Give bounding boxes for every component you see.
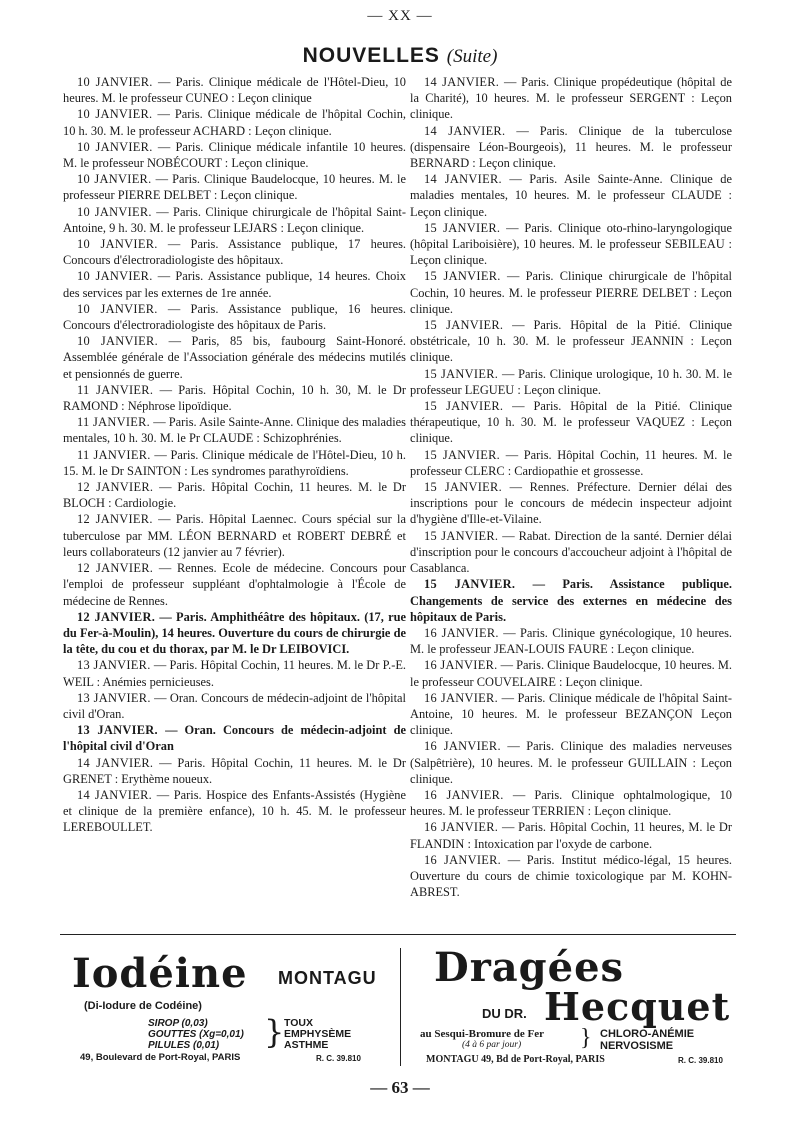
- iodeine-form-gouttes: GOUTTES (Xg=0,01): [148, 1029, 244, 1040]
- news-entry-date: 14 JANVIER.: [424, 172, 502, 187]
- dragees-product-name: Dragées: [434, 944, 625, 991]
- news-entry-text: — Paris. Hôpital Cochin, 11 heures, M. le Dr FLANDIN : Intoxication par l'oxyde de carbone.: [410, 820, 733, 851]
- news-entry-text: — Paris. Clinique médicale infantile 10 heures. M. le professeur NOBÉCOURT : Leçon clinique.: [63, 139, 406, 171]
- page-title-suffix: (Suite): [446, 46, 498, 67]
- news-entry-text: — Paris. Hôpital Cochin, 11 heures. M. le Dr BLOCH : Cardiologie.: [63, 480, 406, 511]
- news-entry: [63, 479, 406, 511]
- news-entry: [410, 366, 732, 398]
- news-entry: [63, 171, 406, 203]
- news-entry-date: 13 JANVIER.: [77, 690, 151, 705]
- news-entry-date: 10 JANVIER.: [77, 334, 158, 349]
- page-title-text: NOUVELLES: [302, 44, 440, 67]
- left-news-column: [63, 74, 406, 836]
- news-entry: [63, 722, 406, 754]
- news-entry: [63, 301, 406, 333]
- dragees-indication-nervosisme: NERVOSISME: [600, 1040, 674, 1052]
- news-entry-date: 10 JANVIER.: [77, 172, 152, 187]
- iodeine-subtitle: (Di-Iodure de Codéine): [84, 1000, 202, 1012]
- news-entry: [410, 819, 732, 851]
- advertisement-separator-rule: [60, 934, 736, 935]
- news-entry-date: 10 JANVIER.: [77, 139, 153, 154]
- news-entry: [410, 317, 732, 366]
- news-entry-text: — Paris. Clinique Baudelocque, 10 heures. M. le professeur PIERRE DELBET : Leçon clinique.: [63, 172, 406, 203]
- news-entry-text: — Paris. Clinique urologique, 10 h. 30. M. le professeur LEGUEU : Leçon clinique.: [410, 366, 732, 397]
- news-entry: [63, 268, 406, 300]
- news-entry-text: — Oran. Concours de médecin-adjoint de l'hôpital civil d'Oran.: [63, 690, 406, 721]
- news-entry-date: 15 JANVIER.: [424, 480, 503, 495]
- news-entry-text: — Paris. Hospice des Enfants-Assistés (Hygiène et clinique de la première enfance), 10 h. 45. M. le professeur LEREBOULLET.: [63, 787, 406, 835]
- news-entry-text: — Paris. Hôpital de la Pitié. Clinique obstétricale, 10 h. 30. M. le professeur JEANNIN : Leçon clinique.: [410, 318, 732, 365]
- news-entry-date: 15 JANVIER.: [424, 577, 516, 592]
- news-entry-date: 13 JANVIER.: [77, 658, 151, 673]
- news-entry: [63, 609, 406, 658]
- news-entry-date: 14 JANVIER.: [77, 787, 153, 802]
- dragees-indication-chloro-anemie: CHLORO-ANÉMIE: [600, 1028, 695, 1040]
- news-entry-text: — Paris. Asile Sainte-Anne. Clinique de maladies mentales, 10 heures. M. le professeur CLAUDE : Leçon clinique.: [410, 172, 732, 219]
- news-entry-text: — Paris. Clinique Baudelocque, 10 heures. M. le professeur COUVELAIRE : Leçon clinique.: [410, 658, 732, 689]
- news-entry: [410, 171, 732, 220]
- news-entry-date: 14 JANVIER.: [424, 123, 506, 138]
- news-entry: [63, 511, 406, 560]
- news-entry: [63, 106, 406, 138]
- news-entry-text: — Paris, 85 bis, faubourg Saint-Honoré. Assemblée générale de l'Association générale des médecins mutilés et pensionnés de guerre.: [63, 334, 406, 381]
- news-entry-date: 11 JANVIER.: [77, 415, 151, 430]
- iodeine-rc-number: R. C. 39.810: [316, 1054, 361, 1063]
- news-entry-text: — Paris. Clinique gynécologique, 10 heures. M. le professeur JEAN-LOUIS FAURE : Leçon clinique.: [410, 625, 732, 657]
- news-entry: [410, 625, 732, 657]
- brace-icon: }: [264, 1013, 285, 1051]
- news-entry-text: — Paris. Hôpital Cochin, 11 heures. M. le Dr GRENET : Erythème noueux.: [63, 755, 406, 786]
- page-number: — 63 —: [370, 1078, 430, 1097]
- news-entry-text: — Paris. Clinique ophtalmologique, 10 heures. M. le professeur TERRIEN : Leçon clinique.: [410, 787, 732, 819]
- news-entry-date: 16 JANVIER.: [424, 787, 504, 802]
- news-entry-date: 16 JANVIER.: [424, 739, 501, 754]
- news-entry-date: 15 JANVIER.: [424, 366, 499, 381]
- news-entry-text: — Rennes. Ecole de médecine. Concours pour l'emploi de professeur suppléant d'ophtalmologie à l'École de médecine de Rennes.: [63, 561, 406, 608]
- news-entry-text: — Paris. Clinique médicale de l'Hôtel-Dieu, 10 heures. M. le professeur CUNEO : Leçon clinique: [63, 75, 406, 106]
- iodeine-form-sirop: SIROP (0,03): [148, 1018, 208, 1029]
- news-entry: [410, 690, 732, 739]
- news-entry-date: 10 JANVIER.: [77, 75, 153, 89]
- news-entry-date: 15 JANVIER.: [424, 220, 501, 235]
- dragees-prefix: DU DR.: [482, 1006, 527, 1021]
- news-entry-text: — Paris. Clinique propédeutique (hôpital de la Charité), 10 heures. M. le professeur SERGENT : Leçon clinique.: [410, 75, 732, 122]
- news-entry-date: 10 JANVIER.: [77, 269, 153, 284]
- iodeine-brand: MONTAGU: [278, 968, 377, 988]
- dragees-hecquet-advertisement: [412, 944, 730, 1069]
- iodeine-indications: [284, 1018, 351, 1051]
- news-entry-text: — Paris. Clinique médicale de l'hôpital Cochin, 10 h. 30. M. le professeur ACHARD : Leçon clinique.: [63, 107, 406, 138]
- page-section-marker: — XX —: [367, 8, 433, 24]
- news-entry: [63, 333, 406, 382]
- right-news-column: [410, 74, 732, 900]
- dragees-indications: [600, 1028, 694, 1052]
- news-entry: [63, 560, 406, 609]
- news-entry-text: — Paris. Clinique chirurgicale de l'hôpital Cochin, 10 heures. M. le professeur PIERRE DELBET : Leçon clinique.: [410, 269, 732, 316]
- news-entry-date: 15 JANVIER.: [424, 318, 504, 333]
- news-entry-text: — Paris. Clinique médicale de l'Hôtel-Dieu, 10 h. 15. M. le Dr SAINTON : Les syndromes parathyroïdiens.: [63, 447, 406, 478]
- news-entry-text: — Paris. Hôpital Cochin, 11 heures. M. le professeur CLERC : Cardiopathie et grossesse.: [410, 447, 732, 478]
- news-entry: [63, 657, 406, 689]
- news-entry-date: 16 JANVIER.: [424, 690, 498, 705]
- news-entry-text: — Paris. Clinique chirurgicale de l'hôpital Saint-Antoine, 9 h. 30. M. le professeur LEJARS : Leçon clinique.: [63, 204, 406, 235]
- news-entry: [410, 398, 732, 447]
- news-entry: [63, 204, 406, 236]
- news-entry: [63, 236, 406, 268]
- news-entry: [410, 787, 732, 819]
- news-entry-date: 16 JANVIER.: [424, 852, 502, 867]
- news-entry-text: — Paris. Institut médico-légal, 15 heures. Ouverture du cours de chimie toxicologique par M. KOHN-ABREST.: [410, 852, 732, 900]
- dragees-dose: (4 à 6 par jour): [462, 1040, 522, 1050]
- news-entry: [410, 657, 732, 689]
- news-entry-date: 12 JANVIER.: [77, 480, 154, 495]
- news-entry-text: — Paris. Assistance publique, 17 heures. Concours d'électroradiologiste des hôpitaux.: [63, 237, 406, 268]
- news-entry: [410, 528, 732, 577]
- news-entry: [410, 576, 732, 625]
- news-entry-date: 14 JANVIER.: [424, 75, 500, 89]
- news-entry-date: 14 JANVIER.: [77, 755, 154, 770]
- news-entry-date: 15 JANVIER.: [424, 528, 499, 543]
- news-entry: [63, 447, 406, 479]
- news-entry-date: 16 JANVIER.: [424, 625, 499, 640]
- iodeine-indication-emphyseme: EMPHYSÈME: [284, 1028, 352, 1040]
- iodeine-indication-toux: TOUX: [284, 1017, 313, 1029]
- dragees-surname: Hecquet: [544, 984, 731, 1029]
- news-entry-date: 15 JANVIER.: [424, 447, 501, 462]
- news-entry: [410, 268, 732, 317]
- news-entry: [410, 74, 732, 123]
- advertisement-divider: [400, 948, 401, 1066]
- news-entry-text: — Paris. Clinique de la tuberculose (dispensaire Léon-Bourgeois), 11 heures. M. le professeur BERNARD : Leçon clinique.: [410, 123, 732, 171]
- news-entry-date: 13 JANVIER.: [77, 723, 158, 738]
- news-entry-text: — Rabat. Direction de la santé. Dernier délai d'inscription pour le concours d'accoucheur adjoint à l'hôpital de Casablanca.: [410, 528, 732, 576]
- news-entry: [410, 738, 732, 787]
- page-title: [0, 44, 800, 68]
- iodeine-advertisement: [72, 944, 392, 1069]
- news-entry: [410, 220, 732, 269]
- news-entry-date: 12 JANVIER.: [77, 561, 154, 576]
- news-entry-text: — Paris. Clinique des maladies nerveuses (Salpêtrière), 10 heures. M. le professeur GUILLAIN : Leçon clinique.: [410, 739, 732, 786]
- news-entry-text: — Rennes. Préfecture. Dernier délai des inscriptions pour le concours de médecin inspecteur adjoint d'hygiène d'Ille-et-Vilaine.: [410, 480, 733, 527]
- news-entry-text: — Paris. Amphithéâtre des hôpitaux. (17, rue du Fer-à-Moulin), 14 heures. Ouverture du cours de chirurgie de la tête, du cou et du thorax, par M. le Dr LEIBOVICI.: [63, 609, 406, 657]
- news-entry-text: — Paris. Clinique oto-rhino-laryngologique (hôpital Lariboisière), 10 heures. M. le professeur SEBILEAU : Leçon clinique.: [410, 220, 732, 268]
- news-entry: [63, 787, 406, 836]
- news-entry-text: — Paris. Hôpital Laennec. Cours spécial sur la tuberculose par MM. LÉON BERNARD et ROBERT DEBRÉ et leurs collaborateurs (12 janvier au 7 février).: [63, 512, 406, 559]
- news-entry: [63, 414, 406, 446]
- news-entry-date: 15 JANVIER.: [424, 399, 504, 414]
- news-entry-date: 10 JANVIER.: [77, 204, 152, 219]
- dragees-address: MONTAGU 49, Bd de Port-Royal, PARIS: [426, 1054, 605, 1065]
- news-entry-date: 12 JANVIER.: [77, 609, 156, 624]
- news-entry: [410, 479, 732, 528]
- iodeine-indication-asthme: ASTHME: [284, 1039, 329, 1051]
- news-entry: [410, 123, 732, 172]
- news-entry-text: — Paris. Hôpital Cochin, 11 heures. M. le Dr P.-E. WEIL : Anémies pernicieuses.: [63, 658, 407, 689]
- news-entry-text: — Paris. Clinique médicale de l'hôpital Saint-Antoine, 10 heures. M. le professeur BEZANÇON Leçon clinique.: [410, 690, 732, 738]
- news-entry: [410, 447, 732, 479]
- news-entry: [63, 382, 406, 414]
- iodeine-form-pilules: PILULES (0,01): [148, 1040, 220, 1051]
- news-entry-date: 11 JANVIER.: [77, 382, 154, 397]
- iodeine-forms: [148, 1018, 244, 1051]
- news-entry: [63, 690, 406, 722]
- news-entry-date: 16 JANVIER.: [424, 820, 499, 835]
- brace-icon: }: [580, 1025, 592, 1051]
- news-entry-date: 11 JANVIER.: [77, 447, 151, 462]
- news-entry-date: 10 JANVIER.: [77, 107, 153, 122]
- news-entry-text: — Paris. Assistance publique, 16 heures. Concours d'électroradiologiste des hôpitaux de Paris.: [63, 301, 406, 333]
- news-entry-text: — Paris. Assistance publique. Changements de service des externes en médecine des hôpitaux de Paris.: [410, 577, 732, 624]
- news-entry: [63, 139, 406, 171]
- dragees-rc-number: R. C. 39.810: [678, 1056, 723, 1065]
- news-entry-date: 10 JANVIER.: [77, 301, 158, 316]
- news-entry: [63, 755, 406, 787]
- news-entry: [63, 74, 406, 106]
- news-entry-date: 16 JANVIER.: [424, 658, 498, 673]
- news-entry-text: — Paris. Hôpital de la Pitié. Clinique thérapeutique, 10 h. 30. M. le professeur VAQUEZ : Leçon clinique.: [410, 399, 732, 446]
- news-entry-date: 15 JANVIER.: [424, 269, 501, 284]
- news-entry-text: — Paris. Asile Sainte-Anne. Clinique des maladies mentales, 10 h. 30. M. le Pr CLAUDE : Schizophrénies.: [63, 415, 407, 446]
- news-entry-date: 12 JANVIER.: [77, 512, 153, 527]
- news-entry-text: — Paris. Assistance publique, 14 heures. Choix des services par les externes de 1re année.: [63, 269, 406, 300]
- iodeine-product-name: Iodéine: [72, 950, 248, 997]
- news-entry-text: — Oran. Concours de médecin-adjoint de l'hôpital civil d'Oran: [63, 723, 406, 754]
- news-entry-date: 10 JANVIER.: [77, 237, 158, 252]
- news-entry: [410, 852, 732, 901]
- news-entry-text: — Paris. Hôpital Cochin, 10 h. 30, M. le Dr RAMOND : Néphrose lipoïdique.: [63, 382, 406, 414]
- iodeine-address: 49, Boulevard de Port-Royal, PARIS: [80, 1052, 241, 1063]
- dragees-composition: au Sesqui-Bromure de Fer: [420, 1028, 544, 1040]
